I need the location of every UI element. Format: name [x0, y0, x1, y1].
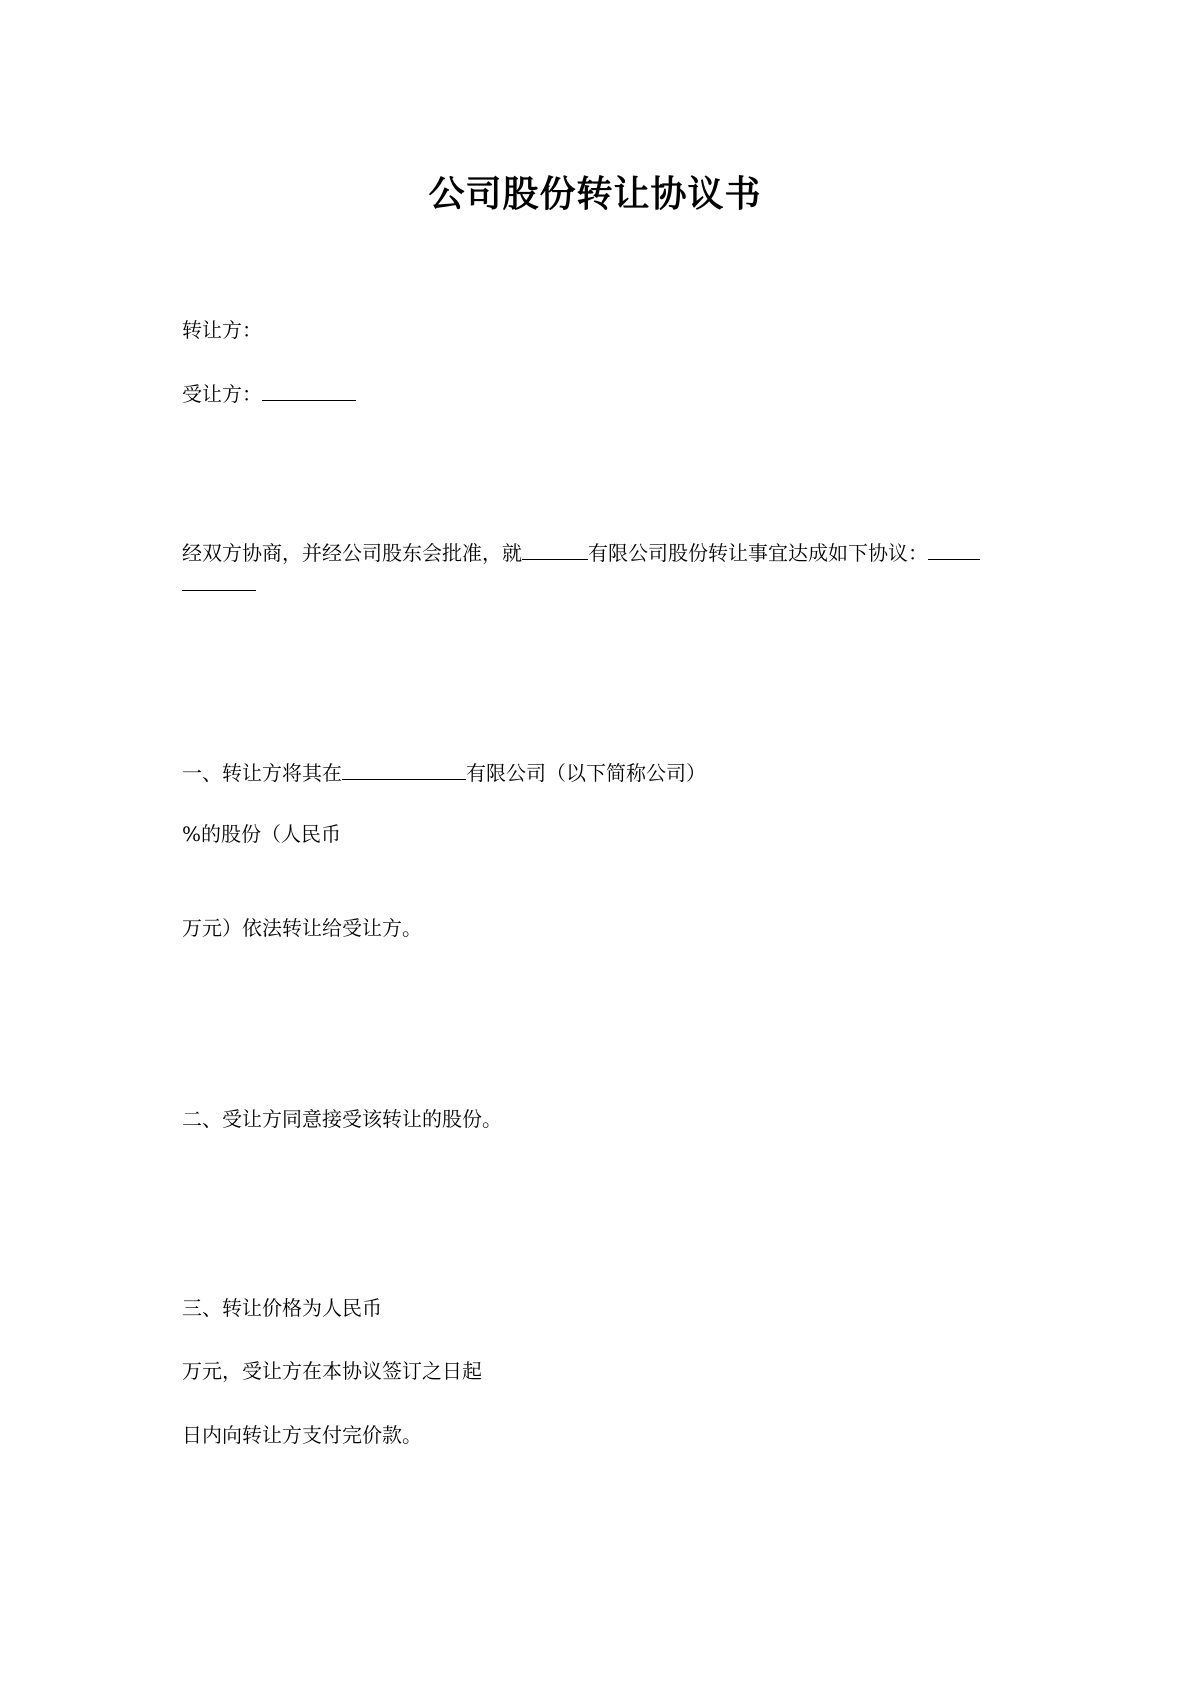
clause-1-text-1: 一、转让方将其在 — [182, 761, 342, 785]
transferee-blank — [262, 380, 356, 401]
clause-3-line-3: 日内向转让方支付完价款。 — [182, 1423, 422, 1447]
clause-1-line-1 — [182, 759, 706, 787]
clause-1-text-2: 有限公司（以下简称公司） — [466, 761, 706, 785]
clause-2: 二、受让方同意接受该转让的股份。 — [182, 1107, 502, 1131]
preamble-continuation-blank — [182, 570, 256, 591]
transferor-line — [182, 316, 262, 344]
document-title: 公司股份转让协议书 — [428, 173, 762, 215]
clause-1-company-blank — [342, 759, 466, 780]
preamble-trailing-blank — [928, 539, 980, 560]
clause-1-line-2: %的股份（人民币 — [182, 822, 342, 846]
preamble-text-1: 经双方协商，并经公司股东会批准，就 — [182, 541, 522, 565]
transferee-line — [182, 380, 356, 408]
preamble-text-2: 有限公司股份转让事宜达成如下协议： — [588, 541, 928, 565]
preamble-line — [182, 539, 980, 567]
clause-3-line-2: 万元，受让方在本协议签订之日起 — [182, 1359, 482, 1383]
clause-3-line-1: 三、转让价格为人民币 — [182, 1296, 382, 1320]
clause-1-line-3: 万元）依法转让给受让方。 — [182, 916, 422, 940]
transferee-label: 受让方： — [182, 382, 262, 406]
transferor-label: 转让方： — [182, 318, 262, 342]
company-name-blank — [522, 539, 588, 560]
preamble-line-2 — [182, 570, 256, 598]
